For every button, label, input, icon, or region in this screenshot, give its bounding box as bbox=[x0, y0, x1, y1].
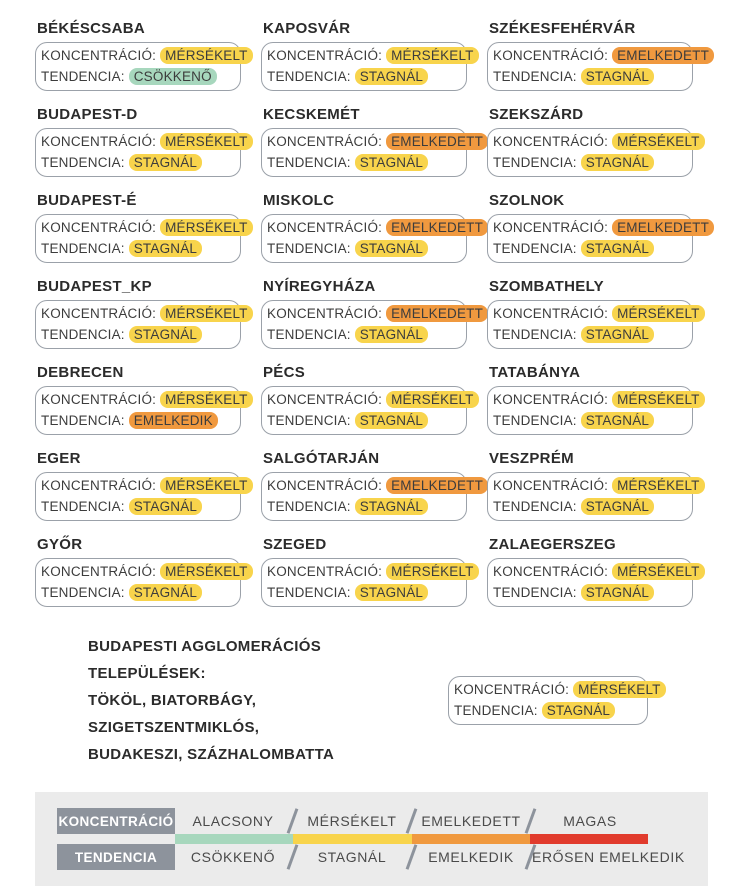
legend-level-label: MÉRSÉKELT bbox=[307, 813, 397, 829]
koncentracio-line bbox=[41, 218, 248, 238]
city-name: BUDAPEST-D bbox=[37, 106, 138, 123]
tendencia-value: STAGNÁL bbox=[355, 584, 428, 601]
koncentracio-value: MÉRSÉKELT bbox=[160, 563, 253, 580]
tendencia-line bbox=[493, 153, 687, 173]
city-card bbox=[261, 192, 484, 263]
city-name: SZÉKESFEHÉRVÁR bbox=[489, 20, 636, 37]
tendencia-line bbox=[267, 239, 461, 259]
tendencia-value: STAGNÁL bbox=[581, 326, 654, 343]
city-status-card bbox=[487, 472, 700, 521]
tendencia-value: STAGNÁL bbox=[129, 326, 202, 343]
city-name: BUDAPEST-É bbox=[37, 192, 137, 209]
legend-level-label: STAGNÁL bbox=[317, 849, 387, 865]
city-card bbox=[35, 536, 248, 607]
tendencia-value: STAGNÁL bbox=[581, 412, 654, 429]
koncentracio-label: KONCENTRÁCIÓ: bbox=[493, 220, 609, 235]
legend-tendencia-levels-row bbox=[175, 844, 685, 870]
tendencia-label: TENDENCIA: bbox=[267, 155, 351, 170]
city-name: SZOMBATHELY bbox=[489, 278, 604, 295]
city-card bbox=[35, 278, 248, 349]
tendencia-value: STAGNÁL bbox=[542, 702, 615, 719]
city-status-card bbox=[261, 386, 474, 435]
legend-grid bbox=[57, 808, 708, 870]
tendencia-line bbox=[41, 411, 235, 431]
koncentracio-label: KONCENTRÁCIÓ: bbox=[41, 306, 157, 321]
koncentracio-label: KONCENTRÁCIÓ: bbox=[41, 134, 157, 149]
tendencia-label: TENDENCIA: bbox=[41, 241, 125, 256]
koncentracio-label: KONCENTRÁCIÓ: bbox=[41, 478, 157, 493]
legend-koncentracio-box: KONCENTRÁCIÓ bbox=[57, 808, 175, 834]
city-status-card bbox=[35, 42, 248, 91]
koncentracio-line bbox=[454, 680, 661, 700]
tendencia-value: STAGNÁL bbox=[355, 154, 428, 171]
koncentracio-value: EMELKEDETT bbox=[612, 219, 714, 236]
city-status-card bbox=[35, 300, 248, 349]
agglomeration-line-3: BUDAKESZI, SZÁZHALOMBATTA bbox=[88, 746, 335, 763]
city-card bbox=[35, 20, 248, 91]
city-name: KECSKEMÉT bbox=[263, 106, 360, 123]
tendencia-label: TENDENCIA: bbox=[493, 499, 577, 514]
koncentracio-label: KONCENTRÁCIÓ: bbox=[267, 306, 383, 321]
tendencia-label: TENDENCIA: bbox=[267, 499, 351, 514]
koncentracio-value: EMELKEDETT bbox=[386, 133, 488, 150]
legend-level-label: CSÖKKENŐ bbox=[190, 849, 276, 865]
koncentracio-line bbox=[41, 304, 248, 324]
koncentracio-label: KONCENTRÁCIÓ: bbox=[41, 48, 157, 63]
tendencia-value: EMELKEDIK bbox=[129, 412, 218, 429]
city-status-card bbox=[35, 214, 248, 263]
koncentracio-value: EMELKEDETT bbox=[386, 305, 488, 322]
tendencia-label: TENDENCIA: bbox=[493, 327, 577, 342]
tendencia-value: STAGNÁL bbox=[129, 498, 202, 515]
koncentracio-label: KONCENTRÁCIÓ: bbox=[267, 478, 383, 493]
city-name: TATABÁNYA bbox=[489, 364, 581, 381]
agglomeration-card-wrap bbox=[448, 676, 661, 725]
koncentracio-line bbox=[493, 476, 700, 496]
koncentracio-value: MÉRSÉKELT bbox=[160, 47, 253, 64]
legend-koncentracio-levels-row bbox=[175, 808, 648, 834]
koncentracio-line bbox=[267, 132, 484, 152]
agglomeration-line-1: BUDAPESTI AGGLOMERÁCIÓS TELEPÜLÉSEK: bbox=[88, 638, 322, 682]
city-card bbox=[261, 364, 474, 435]
city-card bbox=[487, 450, 700, 521]
koncentracio-label: KONCENTRÁCIÓ: bbox=[41, 564, 157, 579]
tendencia-line bbox=[493, 497, 687, 517]
city-name: KAPOSVÁR bbox=[263, 20, 351, 37]
tendencia-line bbox=[267, 67, 461, 87]
tendencia-label: TENDENCIA: bbox=[41, 327, 125, 342]
legend-scale-segment bbox=[412, 834, 530, 844]
city-card bbox=[261, 450, 484, 521]
tendencia-label: TENDENCIA: bbox=[454, 703, 538, 718]
tendencia-label: TENDENCIA: bbox=[41, 69, 125, 84]
tendencia-value: CSÖKKENŐ bbox=[129, 68, 217, 85]
city-status-card bbox=[261, 42, 474, 91]
city-name: BUDAPEST_KP bbox=[37, 278, 152, 295]
tendencia-line bbox=[267, 325, 461, 345]
city-status-card bbox=[261, 472, 484, 521]
legend-level-label: MAGAS bbox=[563, 813, 617, 829]
koncentracio-label: KONCENTRÁCIÓ: bbox=[493, 48, 609, 63]
city-status-card bbox=[487, 386, 700, 435]
city-status-card bbox=[35, 386, 248, 435]
tendencia-label: TENDENCIA: bbox=[493, 585, 577, 600]
koncentracio-value: MÉRSÉKELT bbox=[612, 477, 705, 494]
city-card bbox=[487, 192, 710, 263]
koncentracio-line bbox=[41, 562, 248, 582]
city-card bbox=[261, 106, 484, 177]
koncentracio-label: KONCENTRÁCIÓ: bbox=[493, 392, 609, 407]
agglomeration-settlements-text bbox=[88, 633, 410, 768]
city-card bbox=[487, 278, 700, 349]
tendencia-line bbox=[454, 701, 642, 721]
tendencia-label: TENDENCIA: bbox=[267, 69, 351, 84]
legend-panel bbox=[35, 792, 708, 886]
koncentracio-line bbox=[493, 218, 710, 238]
tendencia-line bbox=[493, 583, 687, 603]
city-status-card bbox=[487, 214, 710, 263]
city-name: MISKOLC bbox=[263, 192, 335, 209]
city-status-card bbox=[487, 300, 700, 349]
tendencia-line bbox=[267, 153, 461, 173]
city-card bbox=[487, 364, 700, 435]
tendencia-label: TENDENCIA: bbox=[493, 413, 577, 428]
koncentracio-label: KONCENTRÁCIÓ: bbox=[454, 682, 570, 697]
tendencia-line bbox=[493, 67, 687, 87]
koncentracio-label: KONCENTRÁCIÓ: bbox=[41, 220, 157, 235]
tendencia-value: STAGNÁL bbox=[129, 154, 202, 171]
city-card bbox=[261, 536, 474, 607]
tendencia-value: STAGNÁL bbox=[581, 154, 654, 171]
koncentracio-label: KONCENTRÁCIÓ: bbox=[493, 306, 609, 321]
koncentracio-value: EMELKEDETT bbox=[612, 47, 714, 64]
tendencia-value: STAGNÁL bbox=[129, 240, 202, 257]
koncentracio-value: MÉRSÉKELT bbox=[160, 305, 253, 322]
agglomeration-status-card bbox=[448, 676, 661, 725]
koncentracio-line bbox=[267, 46, 474, 66]
tendencia-label: TENDENCIA: bbox=[267, 327, 351, 342]
koncentracio-label: KONCENTRÁCIÓ: bbox=[267, 564, 383, 579]
city-name: SZEGED bbox=[263, 536, 327, 553]
city-name: SALGÓTARJÁN bbox=[263, 450, 380, 467]
koncentracio-line bbox=[267, 390, 474, 410]
koncentracio-label: KONCENTRÁCIÓ: bbox=[41, 392, 157, 407]
city-name: PÉCS bbox=[263, 364, 306, 381]
legend-level-label: ERŐSEN EMELKEDIK bbox=[532, 849, 685, 865]
city-card bbox=[487, 20, 710, 91]
city-name: ZALAEGERSZEG bbox=[489, 536, 616, 553]
koncentracio-value: MÉRSÉKELT bbox=[160, 391, 253, 408]
city-name: BÉKÉSCSABA bbox=[37, 20, 146, 37]
koncentracio-line bbox=[267, 218, 484, 238]
koncentracio-line bbox=[267, 476, 484, 496]
city-name: DEBRECEN bbox=[37, 364, 124, 381]
city-name: EGER bbox=[37, 450, 81, 467]
tendencia-value: STAGNÁL bbox=[129, 584, 202, 601]
city-status-card bbox=[261, 558, 474, 607]
tendencia-value: STAGNÁL bbox=[355, 326, 428, 343]
tendencia-line bbox=[41, 325, 235, 345]
tendencia-label: TENDENCIA: bbox=[267, 413, 351, 428]
city-name: SZEKSZÁRD bbox=[489, 106, 584, 123]
koncentracio-line bbox=[41, 476, 248, 496]
koncentracio-value: EMELKEDETT bbox=[386, 477, 488, 494]
city-status-card bbox=[35, 558, 248, 607]
tendencia-label: TENDENCIA: bbox=[41, 585, 125, 600]
city-status-card bbox=[261, 300, 484, 349]
koncentracio-line bbox=[267, 304, 484, 324]
koncentracio-label: KONCENTRÁCIÓ: bbox=[267, 48, 383, 63]
tendencia-value: STAGNÁL bbox=[581, 240, 654, 257]
city-card bbox=[487, 536, 700, 607]
koncentracio-line bbox=[493, 304, 700, 324]
city-name: VESZPRÉM bbox=[489, 450, 574, 467]
koncentracio-line bbox=[493, 562, 700, 582]
koncentracio-value: MÉRSÉKELT bbox=[386, 47, 479, 64]
tendencia-label: TENDENCIA: bbox=[41, 413, 125, 428]
koncentracio-line bbox=[493, 132, 700, 152]
koncentracio-line bbox=[493, 46, 710, 66]
tendencia-line bbox=[493, 325, 687, 345]
tendencia-label: TENDENCIA: bbox=[493, 155, 577, 170]
tendencia-value: STAGNÁL bbox=[355, 498, 428, 515]
legend-color-scale-bar bbox=[175, 834, 648, 844]
city-status-card bbox=[487, 558, 700, 607]
city-card bbox=[35, 106, 248, 177]
koncentracio-label: KONCENTRÁCIÓ: bbox=[493, 564, 609, 579]
tendencia-value: STAGNÁL bbox=[355, 412, 428, 429]
city-status-card bbox=[35, 128, 248, 177]
koncentracio-value: MÉRSÉKELT bbox=[573, 681, 666, 698]
city-card bbox=[35, 450, 248, 521]
koncentracio-value: MÉRSÉKELT bbox=[386, 563, 479, 580]
tendencia-line bbox=[41, 583, 235, 603]
koncentracio-value: MÉRSÉKELT bbox=[612, 305, 705, 322]
koncentracio-line bbox=[493, 390, 700, 410]
koncentracio-line bbox=[41, 132, 248, 152]
koncentracio-line bbox=[41, 46, 248, 66]
tendencia-line bbox=[493, 239, 687, 259]
koncentracio-value: MÉRSÉKELT bbox=[612, 133, 705, 150]
legend-level-label: EMELKEDETT bbox=[421, 813, 521, 829]
koncentracio-value: MÉRSÉKELT bbox=[386, 391, 479, 408]
tendencia-label: TENDENCIA: bbox=[267, 585, 351, 600]
legend-level-label: EMELKEDIK bbox=[428, 849, 514, 865]
tendencia-value: STAGNÁL bbox=[581, 498, 654, 515]
city-card bbox=[261, 278, 484, 349]
tendencia-line bbox=[493, 411, 687, 431]
koncentracio-label: KONCENTRÁCIÓ: bbox=[493, 478, 609, 493]
city-name: NYÍREGYHÁZA bbox=[263, 278, 376, 295]
tendencia-label: TENDENCIA: bbox=[41, 155, 125, 170]
tendencia-line bbox=[41, 497, 235, 517]
koncentracio-value: MÉRSÉKELT bbox=[612, 563, 705, 580]
city-status-card bbox=[487, 42, 710, 91]
koncentracio-value: MÉRSÉKELT bbox=[160, 133, 253, 150]
tendencia-line bbox=[267, 497, 461, 517]
tendencia-label: TENDENCIA: bbox=[493, 69, 577, 84]
tendencia-value: STAGNÁL bbox=[355, 68, 428, 85]
koncentracio-label: KONCENTRÁCIÓ: bbox=[267, 134, 383, 149]
koncentracio-label: KONCENTRÁCIÓ: bbox=[267, 220, 383, 235]
tendencia-line bbox=[267, 411, 461, 431]
city-card bbox=[261, 20, 474, 91]
city-status-card bbox=[35, 472, 248, 521]
koncentracio-label: KONCENTRÁCIÓ: bbox=[267, 392, 383, 407]
tendencia-value: STAGNÁL bbox=[355, 240, 428, 257]
legend-scale-segment bbox=[293, 834, 411, 844]
tendencia-line bbox=[41, 239, 235, 259]
tendencia-value: STAGNÁL bbox=[581, 68, 654, 85]
city-card bbox=[487, 106, 700, 177]
tendencia-value: STAGNÁL bbox=[581, 584, 654, 601]
koncentracio-line bbox=[267, 562, 474, 582]
tendencia-line bbox=[41, 153, 235, 173]
city-status-card bbox=[261, 214, 484, 263]
tendencia-line bbox=[267, 583, 461, 603]
tendencia-label: TENDENCIA: bbox=[267, 241, 351, 256]
koncentracio-label: KONCENTRÁCIÓ: bbox=[493, 134, 609, 149]
tendencia-label: TENDENCIA: bbox=[493, 241, 577, 256]
tendencia-line bbox=[41, 67, 235, 87]
city-card bbox=[35, 364, 248, 435]
koncentracio-value: EMELKEDETT bbox=[386, 219, 488, 236]
agglomeration-section bbox=[88, 633, 730, 768]
koncentracio-value: MÉRSÉKELT bbox=[160, 219, 253, 236]
city-status-card bbox=[487, 128, 700, 177]
koncentracio-value: MÉRSÉKELT bbox=[612, 391, 705, 408]
tendencia-label: TENDENCIA: bbox=[41, 499, 125, 514]
legend-scale-segment bbox=[175, 834, 293, 844]
city-name: SZOLNOK bbox=[489, 192, 565, 209]
koncentracio-value: MÉRSÉKELT bbox=[160, 477, 253, 494]
city-status-card bbox=[261, 128, 484, 177]
koncentracio-line bbox=[41, 390, 248, 410]
legend-scale-segment bbox=[530, 834, 648, 844]
city-name: GYŐR bbox=[37, 536, 83, 553]
legend-level-label: ALACSONY bbox=[192, 813, 274, 829]
city-card bbox=[35, 192, 248, 263]
legend-tendencia-box: TENDENCIA bbox=[57, 844, 175, 870]
agglomeration-line-2: TÖKÖL, BIATORBÁGY, SZIGETSZENTMIKLÓS, bbox=[88, 692, 260, 736]
